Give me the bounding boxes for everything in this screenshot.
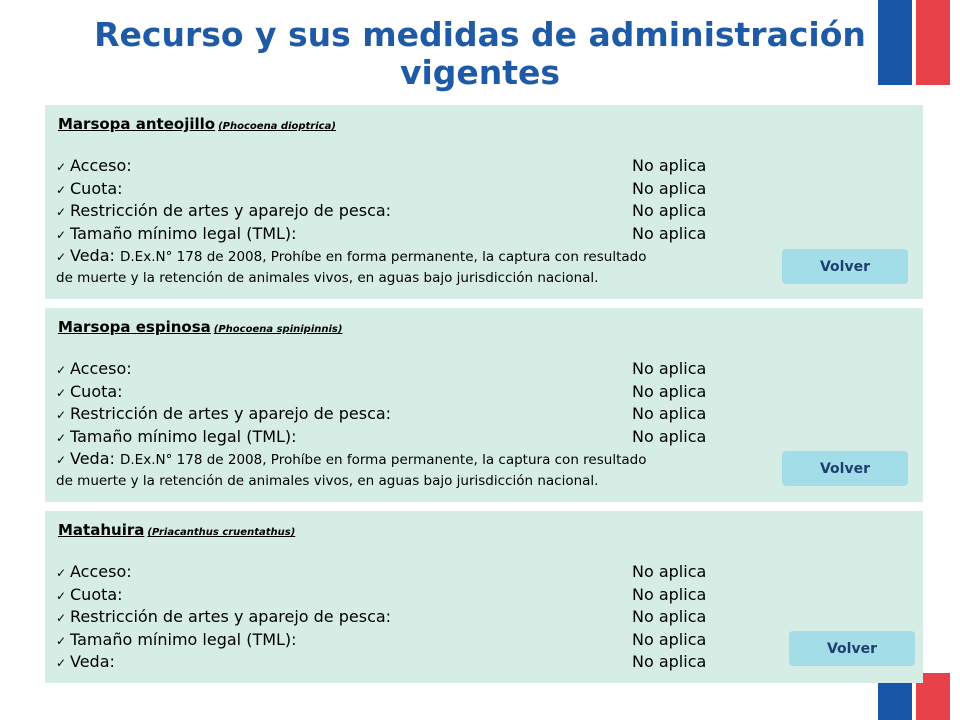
measure-value: No aplica	[632, 652, 707, 671]
veda-text: D.Ex.N° 178 de 2008, Prohíbe en forma permanente, la captura con resultado	[120, 452, 647, 468]
checkmark-icon: ✓	[56, 250, 67, 264]
measure-row	[56, 358, 756, 381]
measure-label: Cuota:	[70, 178, 123, 198]
measure-value: No aplica	[632, 201, 707, 220]
checkmark-icon: ✓	[56, 611, 67, 625]
checkmark-icon: ✓	[56, 205, 67, 219]
measures-list	[56, 155, 756, 286]
measure-label: Tamaño mínimo legal (TML):	[70, 223, 297, 243]
measure-label: Restricción de artes y aparejo de pesca:	[70, 201, 392, 220]
measure-row	[56, 561, 756, 584]
measure-row	[56, 584, 756, 607]
checkmark-icon: ✓	[56, 363, 67, 377]
species-heading	[58, 521, 295, 539]
measure-value: No aplica	[632, 404, 707, 423]
veda-label: Veda:	[70, 449, 115, 468]
measure-row	[56, 426, 756, 449]
measure-row	[56, 606, 756, 629]
species-heading	[58, 318, 342, 336]
measure-label: Restricción de artes y aparejo de pesca:	[70, 404, 392, 423]
checkmark-icon: ✓	[56, 633, 67, 648]
measure-label: Acceso:	[70, 156, 132, 175]
species-heading	[58, 115, 336, 133]
veda-text: D.Ex.N° 178 de 2008, Prohíbe en forma permanente, la captura con resultado	[120, 249, 647, 265]
measure-value: No aplica	[632, 607, 707, 626]
measure-row	[56, 629, 756, 652]
checkmark-icon: ✓	[56, 160, 67, 174]
veda-text-continued: de muerte y la retención de animales vivos, en aguas bajo jurisdicción nacional.	[56, 473, 599, 489]
checkmark-icon: ✓	[56, 588, 67, 603]
measure-value: No aplica	[632, 562, 707, 581]
measure-value: No aplica	[632, 156, 707, 175]
checkmark-icon: ✓	[56, 566, 67, 580]
checkmark-icon: ✓	[56, 408, 67, 422]
scientific-name: (Phocoena spinipinnis)	[213, 324, 343, 335]
species-name: Matahuira	[58, 521, 145, 539]
checkmark-icon: ✓	[56, 182, 67, 197]
species-name: Marsopa espinosa	[58, 318, 211, 336]
veda-row	[56, 245, 756, 286]
volver-button[interactable]: Volver	[782, 451, 908, 486]
measure-row	[56, 651, 756, 674]
measure-label: Cuota:	[70, 584, 123, 604]
measure-label: Acceso:	[70, 562, 132, 581]
measure-value: No aplica	[632, 629, 707, 649]
measures-list	[56, 561, 756, 674]
veda-text-continued: de muerte y la retención de animales vivos, en aguas bajo jurisdicción nacional.	[56, 270, 599, 286]
volver-button[interactable]: Volver	[782, 249, 908, 284]
measure-label: Tamaño mínimo legal (TML):	[70, 426, 297, 446]
measure-row	[56, 178, 756, 201]
checkmark-icon: ✓	[56, 385, 67, 400]
measure-value: No aplica	[632, 223, 707, 243]
species-name: Marsopa anteojillo	[58, 115, 216, 133]
measure-value: No aplica	[632, 381, 707, 401]
measure-row	[56, 403, 756, 426]
measure-label: Restricción de artes y aparejo de pesca:	[70, 607, 392, 626]
measure-value: No aplica	[632, 359, 707, 378]
measure-label: Cuota:	[70, 381, 123, 401]
checkmark-icon: ✓	[56, 430, 67, 445]
measure-row	[56, 223, 756, 246]
measure-label: Tamaño mínimo legal (TML):	[70, 629, 297, 649]
measure-row	[56, 200, 756, 223]
veda-row	[56, 448, 756, 489]
measure-value: No aplica	[632, 178, 707, 198]
checkmark-icon: ✓	[56, 656, 67, 670]
checkmark-icon: ✓	[56, 227, 67, 242]
volver-button[interactable]: Volver	[789, 631, 915, 666]
measure-value: No aplica	[632, 426, 707, 446]
measure-label: Veda:	[70, 652, 115, 671]
scientific-name: (Phocoena dioptrica)	[218, 121, 336, 132]
measure-value: No aplica	[632, 584, 707, 604]
chile-flag-logo	[878, 0, 950, 85]
scientific-name: (Priacanthus cruentathus)	[147, 527, 296, 538]
measure-row	[56, 155, 756, 178]
checkmark-icon: ✓	[56, 453, 67, 467]
veda-label: Veda:	[70, 246, 115, 265]
measure-row	[56, 381, 756, 404]
measures-list	[56, 358, 756, 489]
measure-label: Acceso:	[70, 359, 132, 378]
page-title: Recurso y sus medidas de administración vigentes	[94, 15, 866, 92]
